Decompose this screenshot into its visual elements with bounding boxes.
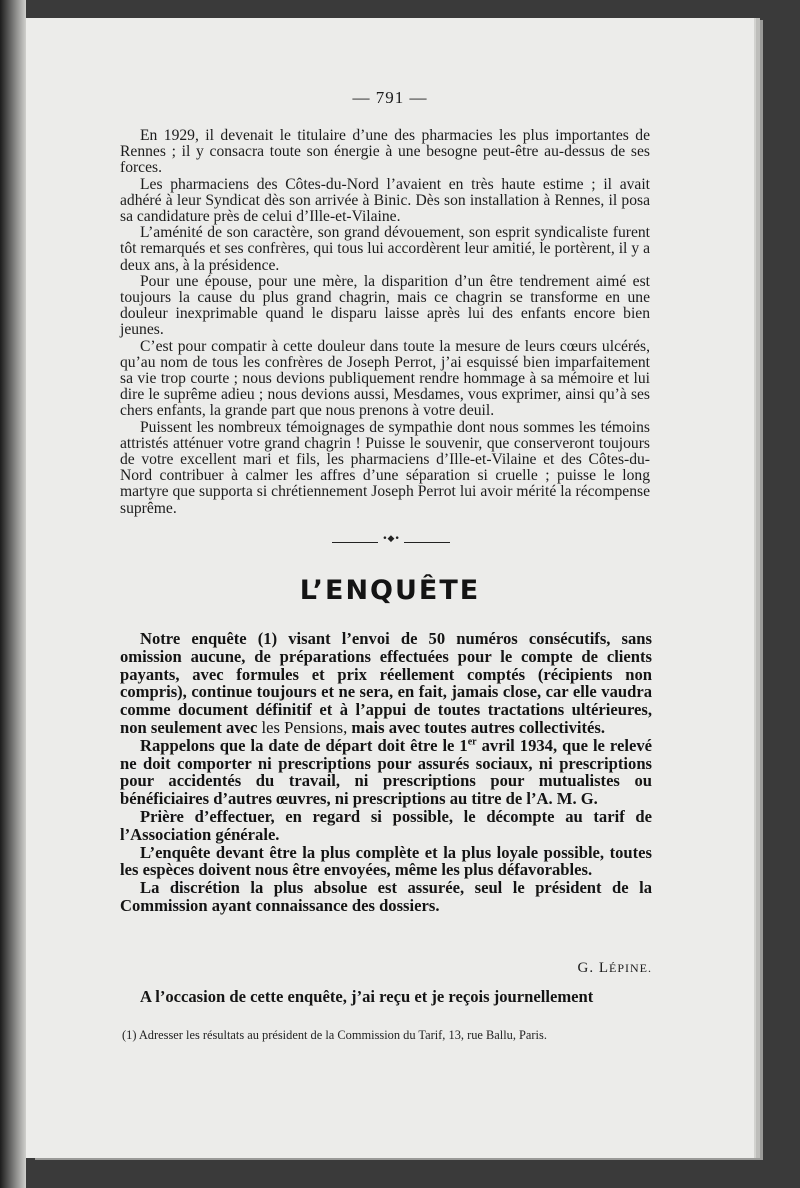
book-binding-edge	[0, 0, 26, 1188]
section-divider	[332, 534, 450, 547]
enquete-paragraph-1	[120, 630, 652, 737]
document-page	[26, 18, 754, 1158]
footnote: (1) Adresser les résultats au président de la Commission du Tarif, 13, rue Ballu, Paris.	[122, 1028, 547, 1042]
obituary-paragraph-4: Pour une épouse, pour une mère, la disparition d’un être tendrement aimé est toujours la cause du plus grand chagrin, mais ce chagrin se transforme en une douleur inexprimable quand le disparu laisse après lui des enfants encore bien jeunes.	[120, 272, 650, 339]
enquete-paragraph-2	[120, 737, 652, 808]
divider-line-left	[332, 542, 378, 543]
signature-surname: ÉPINE.	[609, 961, 652, 975]
enquete-p1-end: mais avec toutes autres collectivités.	[347, 717, 605, 737]
enquete-p2-superscript: er	[467, 736, 477, 748]
enquete-p1-normal: les Pensions,	[257, 717, 348, 737]
signature-initial: G. L	[577, 960, 609, 976]
obituary-paragraph-3: L’aménité de son caractère, son grand dévouement, son esprit syndicaliste furent tôt remarqués et ses confrères, qui tous lui accordèrent leur amitié, le portèrent, il y a deux ans, à la présidence.	[120, 224, 650, 274]
page-number: — 791 —	[352, 88, 428, 107]
enquete-paragraph-3: Prière d’effectuer, en regard si possible, le décompte au tarif de l’Association générale.	[120, 806, 652, 844]
divider-ornament: •◆•	[382, 534, 400, 544]
obituary-text	[120, 128, 650, 517]
obituary-paragraph-1: En 1929, il devenait le titulaire d’une des pharmacies les plus importantes de Rennes ; il y consacra toute son énergie à une besogne peut-être au-dessus de ses forces.	[120, 127, 650, 177]
enquete-text	[120, 630, 652, 915]
enquete-p1-bold: Notre enquête (1) visant l’envoi de 50 numéros consécutifs, sans omission aucune, de préparations effectuées pour le compte de clients payants, avec formules et prix réellement comptés (récipients non compris), continue toujours et ne sera, en fait, jamais close, car elle vaudra comme document définitif et à l’appui de toutes tractations ultérieures, non seulement avec	[120, 629, 652, 737]
obituary-paragraph-5: C’est pour compatir à cette douleur dans toute la mesure de leurs cœurs ulcérés, qu’au nom de tous les confrères de Joseph Perrot, j’ai esquissé bien imparfaitement sa vie trop courte ; nous devions publiquement rendre hommage à sa mémoire et lui dire le suprême adieu ; nous devions aussi, Mesdames, vous exprimer, ainsi qu’à ses chers enfants, la grande part que nous prenons à votre deuil.	[120, 337, 650, 420]
enquete-paragraph-5: La discrétion la plus absolue est assurée, seul le président de la Commission ayant connaissance des dossiers.	[120, 878, 652, 915]
continuation-line: A l’occasion de cette enquête, j’ai reçu et je reçois journellement	[140, 987, 594, 1006]
enquete-p2-start: Rappelons que la date de départ doit être le 1	[140, 735, 468, 755]
section-heading: L’ENQUÊTE	[299, 575, 481, 606]
obituary-paragraph-2: Les pharmaciens des Côtes-du-Nord l’avaient en très haute estime ; il avait adhéré à leur Syndicat dès son arrivée à Binic. Dès son installation à Rennes, il posa sa candidature près de celui d’Ille-et-Vilaine.	[120, 175, 650, 226]
obituary-paragraph-6: Puissent les nombreux témoignages de sympathie dont nous sommes les témoins attristés atténuer votre grand chagrin ! Puisse le souvenir, que conserveront toujours de votre excellent mari et fils, les pharmaciens d’Ille-et-Vilaine et des Côtes-du-Nord contribuer à calmer les affres d’une séparation si cruelle ; puisse le long martyre que supporta si chrétiennement Joseph Perrot lui avoir mérité la récompense suprême.	[120, 418, 650, 517]
enquete-paragraph-4: L’enquête devant être la plus complète et la plus loyale possible, toutes les espèces doivent nous être envoyées, même les plus défavorables.	[120, 842, 652, 880]
signature	[120, 960, 652, 977]
enquete-p2-end: avril 1934, que le relevé ne doit comporter ni prescriptions pour assurés sociaux, ni prescriptions pour accidentés du travail, ni prescriptions pour mutualistes ou bénéficiaires d’autres œuvres, ni prescriptions au titre de l’A. M. G.	[120, 735, 652, 809]
divider-line-right	[404, 542, 450, 543]
